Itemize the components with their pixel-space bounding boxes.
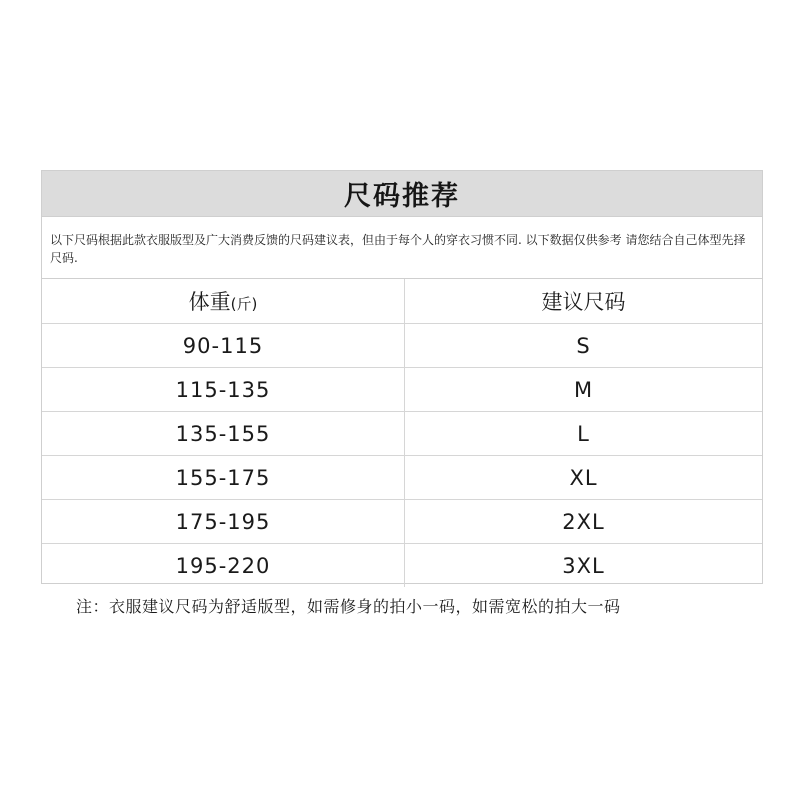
- chart-title: 尺码推荐: [344, 181, 460, 212]
- table-row: [42, 324, 762, 368]
- weight-cell: 195-220: [42, 544, 405, 588]
- table-row: [42, 456, 762, 500]
- size-cell: 2XL: [405, 500, 763, 544]
- table-header-row: [42, 279, 762, 324]
- size-chart-card: [41, 170, 763, 584]
- header-size: 建议尺码: [405, 279, 763, 324]
- size-cell: 3XL: [562, 553, 605, 578]
- size-cell: XL: [405, 456, 763, 500]
- size-table: [42, 279, 762, 587]
- table-row: [42, 368, 762, 412]
- table-row: [42, 412, 762, 456]
- title-bar: [42, 171, 762, 217]
- size-cell: M: [405, 368, 763, 412]
- header-weight-unit: (斤): [230, 295, 258, 313]
- size-cell: L: [405, 412, 763, 456]
- header-weight-label: 体重: [188, 290, 231, 314]
- weight-cell: 135-155: [42, 412, 405, 456]
- weight-cell: 115-135: [42, 368, 405, 412]
- weight-cell: 175-195: [42, 500, 405, 544]
- table-row: [42, 500, 762, 544]
- weight-cell: 155-175: [42, 456, 405, 500]
- header-weight: [42, 279, 405, 324]
- footnote: 注：衣服建议尺码为舒适版型，如需修身的拍小一码，如需宽松的拍大一码: [76, 597, 621, 616]
- weight-cell: 90-115: [42, 324, 405, 368]
- intro-text: 以下尺码根据此款衣服版型及广大消费反馈的尺码建议表，但由于每个人的穿衣习惯不同. 以下数据仅供参考 请您结合自己体型先择尺码.: [42, 217, 762, 279]
- table-row: [42, 544, 762, 588]
- size-cell: S: [405, 324, 763, 368]
